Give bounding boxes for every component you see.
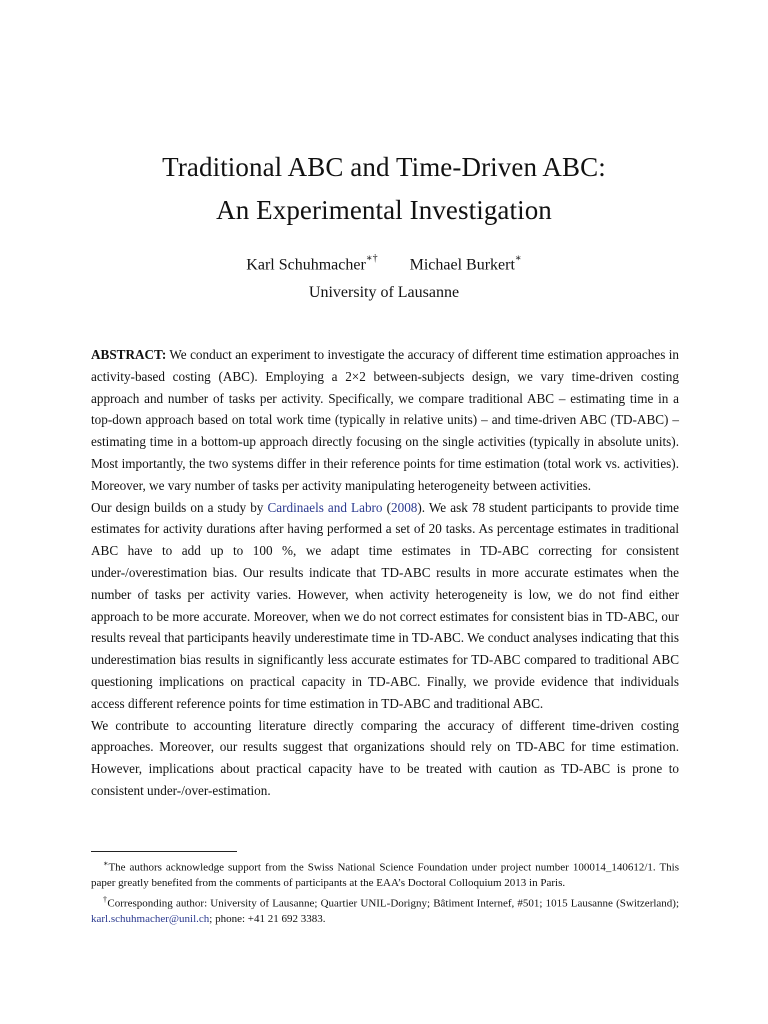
footnote-text: The authors acknowledge support from the Swiss National Science Foundation under project number 100014_140612/1. This paper greatly benefited from the comments of participants at the EAA’s Doctoral Colloquium 2013 in Paris. xyxy=(91,861,679,890)
abstract-label: ABSTRACT: xyxy=(91,347,167,362)
footnote-2 xyxy=(91,892,679,928)
author-name: Michael Burkert xyxy=(409,256,515,274)
paper-title-line-2: An Experimental Investigation xyxy=(216,195,552,225)
abstract-paragraph-3: We contribute to accounting literature directly comparing the accuracy of different time-driven costing approaches. Moreover, our results suggest that organizations should rely on TD-ABC for time estimation. However, implications about practical capacity have to be treated with caution as TD-ABC is prone to consistent under-/over-estimation. xyxy=(91,717,679,798)
citation-link-year[interactable]: 2008 xyxy=(391,499,418,515)
footnote-rule xyxy=(91,851,237,852)
author-footnote-marks: ∗† xyxy=(365,253,378,264)
abstract-paragraph-2 xyxy=(91,497,679,715)
footnotes xyxy=(91,856,679,927)
footnote-text: Corresponding author: University of Lausanne; Quartier UNIL-Dorigny; Bâtiment Internef, #501; 1015 Lausanne (Switzerland); xyxy=(107,897,680,910)
author-burkert xyxy=(409,253,522,274)
affiliation: University of Lausanne xyxy=(308,284,460,301)
abstract-text: We conduct an experiment to investigate the accuracy of different time estimation approaches in activity-based costing (ABC). Employing a 2×2 between-subjects design, we vary time-driven costing approach and number of tasks per activity. Specifically, we compare traditional ABC – estimating time in a top-down approach based on total work time (typically in relative units) – and time-driven ABC (TD-ABC) – estimating time in a bottom-up approach directly focusing on the single activities (typically in absolute units). Most importantly, the two systems differ in their reference points for time estimation (total work vs. activities). Moreover, we vary number of tasks per activity manipulating heterogeneity between activities. xyxy=(91,347,680,493)
footnote-mark: † xyxy=(103,894,108,904)
footnote-text: ; phone: +41 21 692 3383. xyxy=(209,912,326,925)
citation-paren: ). xyxy=(417,499,426,515)
abstract-text: Our design builds on a study by xyxy=(91,499,268,515)
citation-paren: ( xyxy=(382,499,391,515)
author-schuhmacher xyxy=(246,253,378,274)
footnote-1 xyxy=(91,856,679,892)
citation-link-authors[interactable]: Cardinaels and Labro xyxy=(267,499,383,515)
paper-title-line-1: Traditional ABC and Time-Driven ABC: xyxy=(162,152,606,182)
abstract-text: We ask 78 student participants to provide time estimates for activity durations after having performed a set of 20 tasks. As percentage estimates in traditional ABC have to add up to 100 %, we adapt time estimates in TD-ABC correcting for consistent under-/overestimation bias. Our results indicate that TD-ABC results in more accurate estimates when the number of tasks per activity varies. However, when activity heterogeneity is low, we do not find either approach to be more accurate. Moreover, when we do not correct estimates for consistent bias in TD-ABC, our results reveal that participants heavily underestimate time in TD-ABC. We conduct analyses indicating that this underestimation bias results in significantly less accurate estimates for TD-ABC compared to traditional ABC questioning implications on practical capacity in TD-ABC. Finally, we provide evidence that individuals access different reference points for time estimation in TD-ABC and traditional ABC. xyxy=(91,499,679,711)
abstract xyxy=(91,344,679,802)
author-list xyxy=(0,253,768,274)
author-name: Karl Schuhmacher xyxy=(246,256,366,274)
email-link[interactable]: karl.schuhmacher@unil.ch xyxy=(91,912,210,925)
author-footnote-marks: ∗ xyxy=(514,253,522,264)
abstract-paragraph-1 xyxy=(91,344,679,497)
footnote-mark: ∗ xyxy=(103,859,109,868)
